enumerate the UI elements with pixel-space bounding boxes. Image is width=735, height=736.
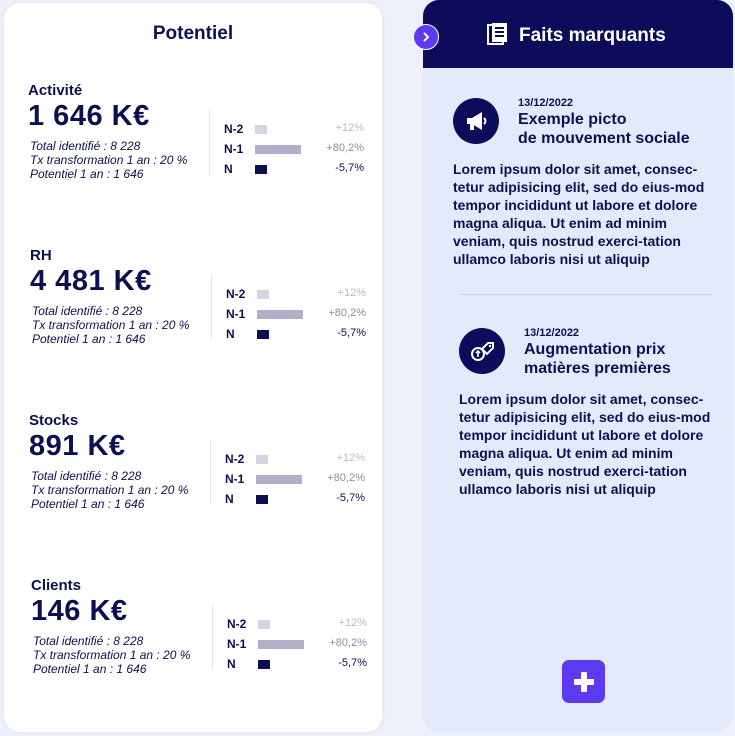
metric-block bbox=[30, 247, 390, 382]
bar-percentage: +12% bbox=[337, 287, 366, 299]
news-title-line: Exemple picto bbox=[518, 111, 627, 128]
metric-label: Activité bbox=[28, 82, 83, 99]
bar-row bbox=[226, 287, 366, 301]
bar-row bbox=[224, 122, 364, 136]
metric-divider bbox=[209, 109, 210, 175]
news-title bbox=[524, 340, 733, 378]
metric-value: 146 K€ bbox=[31, 595, 128, 627]
news-title bbox=[518, 110, 728, 148]
bar-fill bbox=[258, 660, 270, 669]
bar-fill bbox=[256, 475, 302, 484]
bar-percentage: -5,7% bbox=[335, 162, 364, 174]
metric-block bbox=[29, 412, 389, 547]
bar-label: N bbox=[226, 327, 235, 341]
bar-label: N-2 bbox=[226, 287, 246, 301]
bar-row bbox=[225, 472, 365, 486]
bar-percentage: -5,7% bbox=[336, 492, 365, 504]
faits-marquants-panel bbox=[423, 0, 733, 732]
metric-value: 1 646 K€ bbox=[28, 100, 150, 132]
bar-fill bbox=[256, 495, 268, 504]
bar-fill bbox=[257, 330, 269, 339]
bar-percentage: -5,7% bbox=[337, 327, 366, 339]
bar-percentage: +12% bbox=[335, 122, 364, 134]
bar-percentage: +12% bbox=[336, 452, 365, 464]
collapse-panel-button[interactable] bbox=[413, 24, 439, 50]
bar-row bbox=[225, 452, 365, 466]
metric-detail: Potentiel 1 an : 1 646 bbox=[32, 332, 146, 346]
metric-detail: Total identifié : 8 228 bbox=[30, 139, 141, 153]
metric-detail: Total identifié : 8 228 bbox=[32, 304, 143, 318]
faits-marquants-title: Faits marquants bbox=[519, 25, 666, 46]
bar-row bbox=[224, 162, 364, 176]
bar-percentage: +80,2% bbox=[327, 472, 365, 484]
potentiel-title: Potentiel bbox=[152, 23, 234, 44]
metric-detail: Potentiel 1 an : 1 646 bbox=[33, 662, 147, 676]
bar-fill bbox=[258, 620, 270, 629]
news-divider bbox=[459, 294, 713, 295]
bar-label: N-1 bbox=[226, 307, 246, 321]
metric-value: 891 K€ bbox=[29, 430, 126, 462]
bar-label: N-2 bbox=[224, 122, 244, 136]
news-title-line: Augmentation prix bbox=[524, 341, 666, 358]
megaphone-icon bbox=[453, 98, 499, 144]
news-body: Lorem ipsum dolor sit amet, consec-tetur adipisicing elit, sed do eius-mod tempor incididunt ut labore et dolore magna aliqua. Ut enim ad minim veniam, quis nostrud exerci-tation ullamco laboris nisi ut aliquip bbox=[453, 161, 705, 267]
bar-percentage: +80,2% bbox=[329, 637, 367, 649]
faits-marquants-header bbox=[423, 0, 733, 68]
bar-fill bbox=[255, 145, 301, 154]
bar-label: N-2 bbox=[227, 617, 247, 631]
metric-detail: Potentiel 1 an : 1 646 bbox=[30, 167, 144, 181]
plus-icon bbox=[573, 671, 595, 693]
bar-label: N-2 bbox=[225, 452, 245, 466]
bar-fill bbox=[257, 290, 269, 299]
metric-detail: Total identifié : 8 228 bbox=[33, 634, 144, 648]
metric-value: 4 481 K€ bbox=[30, 265, 152, 297]
bar-row bbox=[226, 327, 366, 341]
bar-label: N-1 bbox=[224, 142, 244, 156]
bar-row bbox=[225, 492, 365, 506]
metric-divider bbox=[212, 604, 213, 670]
metric-detail: Tx transformation 1 an : 20 % bbox=[32, 318, 190, 332]
news-date: 13/12/2022 bbox=[518, 97, 574, 109]
metric-detail: Tx transformation 1 an : 20 % bbox=[30, 153, 188, 167]
bar-fill bbox=[255, 125, 267, 134]
metric-label: Clients bbox=[31, 577, 82, 594]
bar-label: N bbox=[227, 657, 236, 671]
metric-detail: Tx transformation 1 an : 20 % bbox=[31, 483, 189, 497]
bar-row bbox=[226, 307, 366, 321]
metric-detail: Tx transformation 1 an : 20 % bbox=[33, 648, 191, 662]
bar-row bbox=[227, 657, 367, 671]
bar-fill bbox=[257, 310, 303, 319]
news-title-line: de mouvement sociale bbox=[518, 130, 690, 147]
bar-row bbox=[227, 637, 367, 651]
bar-fill bbox=[258, 640, 304, 649]
metric-label: Stocks bbox=[29, 412, 79, 429]
news-date: 13/12/2022 bbox=[524, 327, 580, 339]
metric-divider bbox=[210, 439, 211, 505]
bar-label: N bbox=[225, 492, 234, 506]
bar-percentage: +12% bbox=[338, 617, 367, 629]
metric-block bbox=[28, 82, 388, 217]
metric-label: RH bbox=[30, 247, 52, 264]
bar-label: N-1 bbox=[225, 472, 245, 486]
bar-percentage: +80,2% bbox=[328, 307, 366, 319]
news-title-line: matières premières bbox=[524, 360, 671, 377]
bar-row bbox=[227, 617, 367, 631]
document-icon bbox=[486, 22, 510, 46]
bar-row bbox=[224, 142, 364, 156]
bar-percentage: +80,2% bbox=[326, 142, 364, 154]
bar-fill bbox=[255, 165, 267, 174]
bar-fill bbox=[256, 455, 268, 464]
news-body: Lorem ipsum dolor sit amet, consec-tetur adipisicing elit, sed do eius-mod tempor incididunt ut labore et dolore magna aliqua. Ut enim ad minim veniam, quis nostrud exerci-tation ullamco laboris nisi ut aliquip bbox=[459, 391, 711, 497]
metric-block bbox=[31, 577, 391, 712]
price-tag-icon bbox=[459, 328, 505, 374]
bar-label: N-1 bbox=[227, 637, 247, 651]
chevron-right-icon bbox=[420, 31, 432, 43]
bar-label: N bbox=[224, 162, 233, 176]
metric-detail: Potentiel 1 an : 1 646 bbox=[31, 497, 145, 511]
metric-divider bbox=[211, 274, 212, 340]
bar-percentage: -5,7% bbox=[338, 657, 367, 669]
metric-detail: Total identifié : 8 228 bbox=[31, 469, 142, 483]
add-fait-button[interactable] bbox=[562, 660, 605, 703]
